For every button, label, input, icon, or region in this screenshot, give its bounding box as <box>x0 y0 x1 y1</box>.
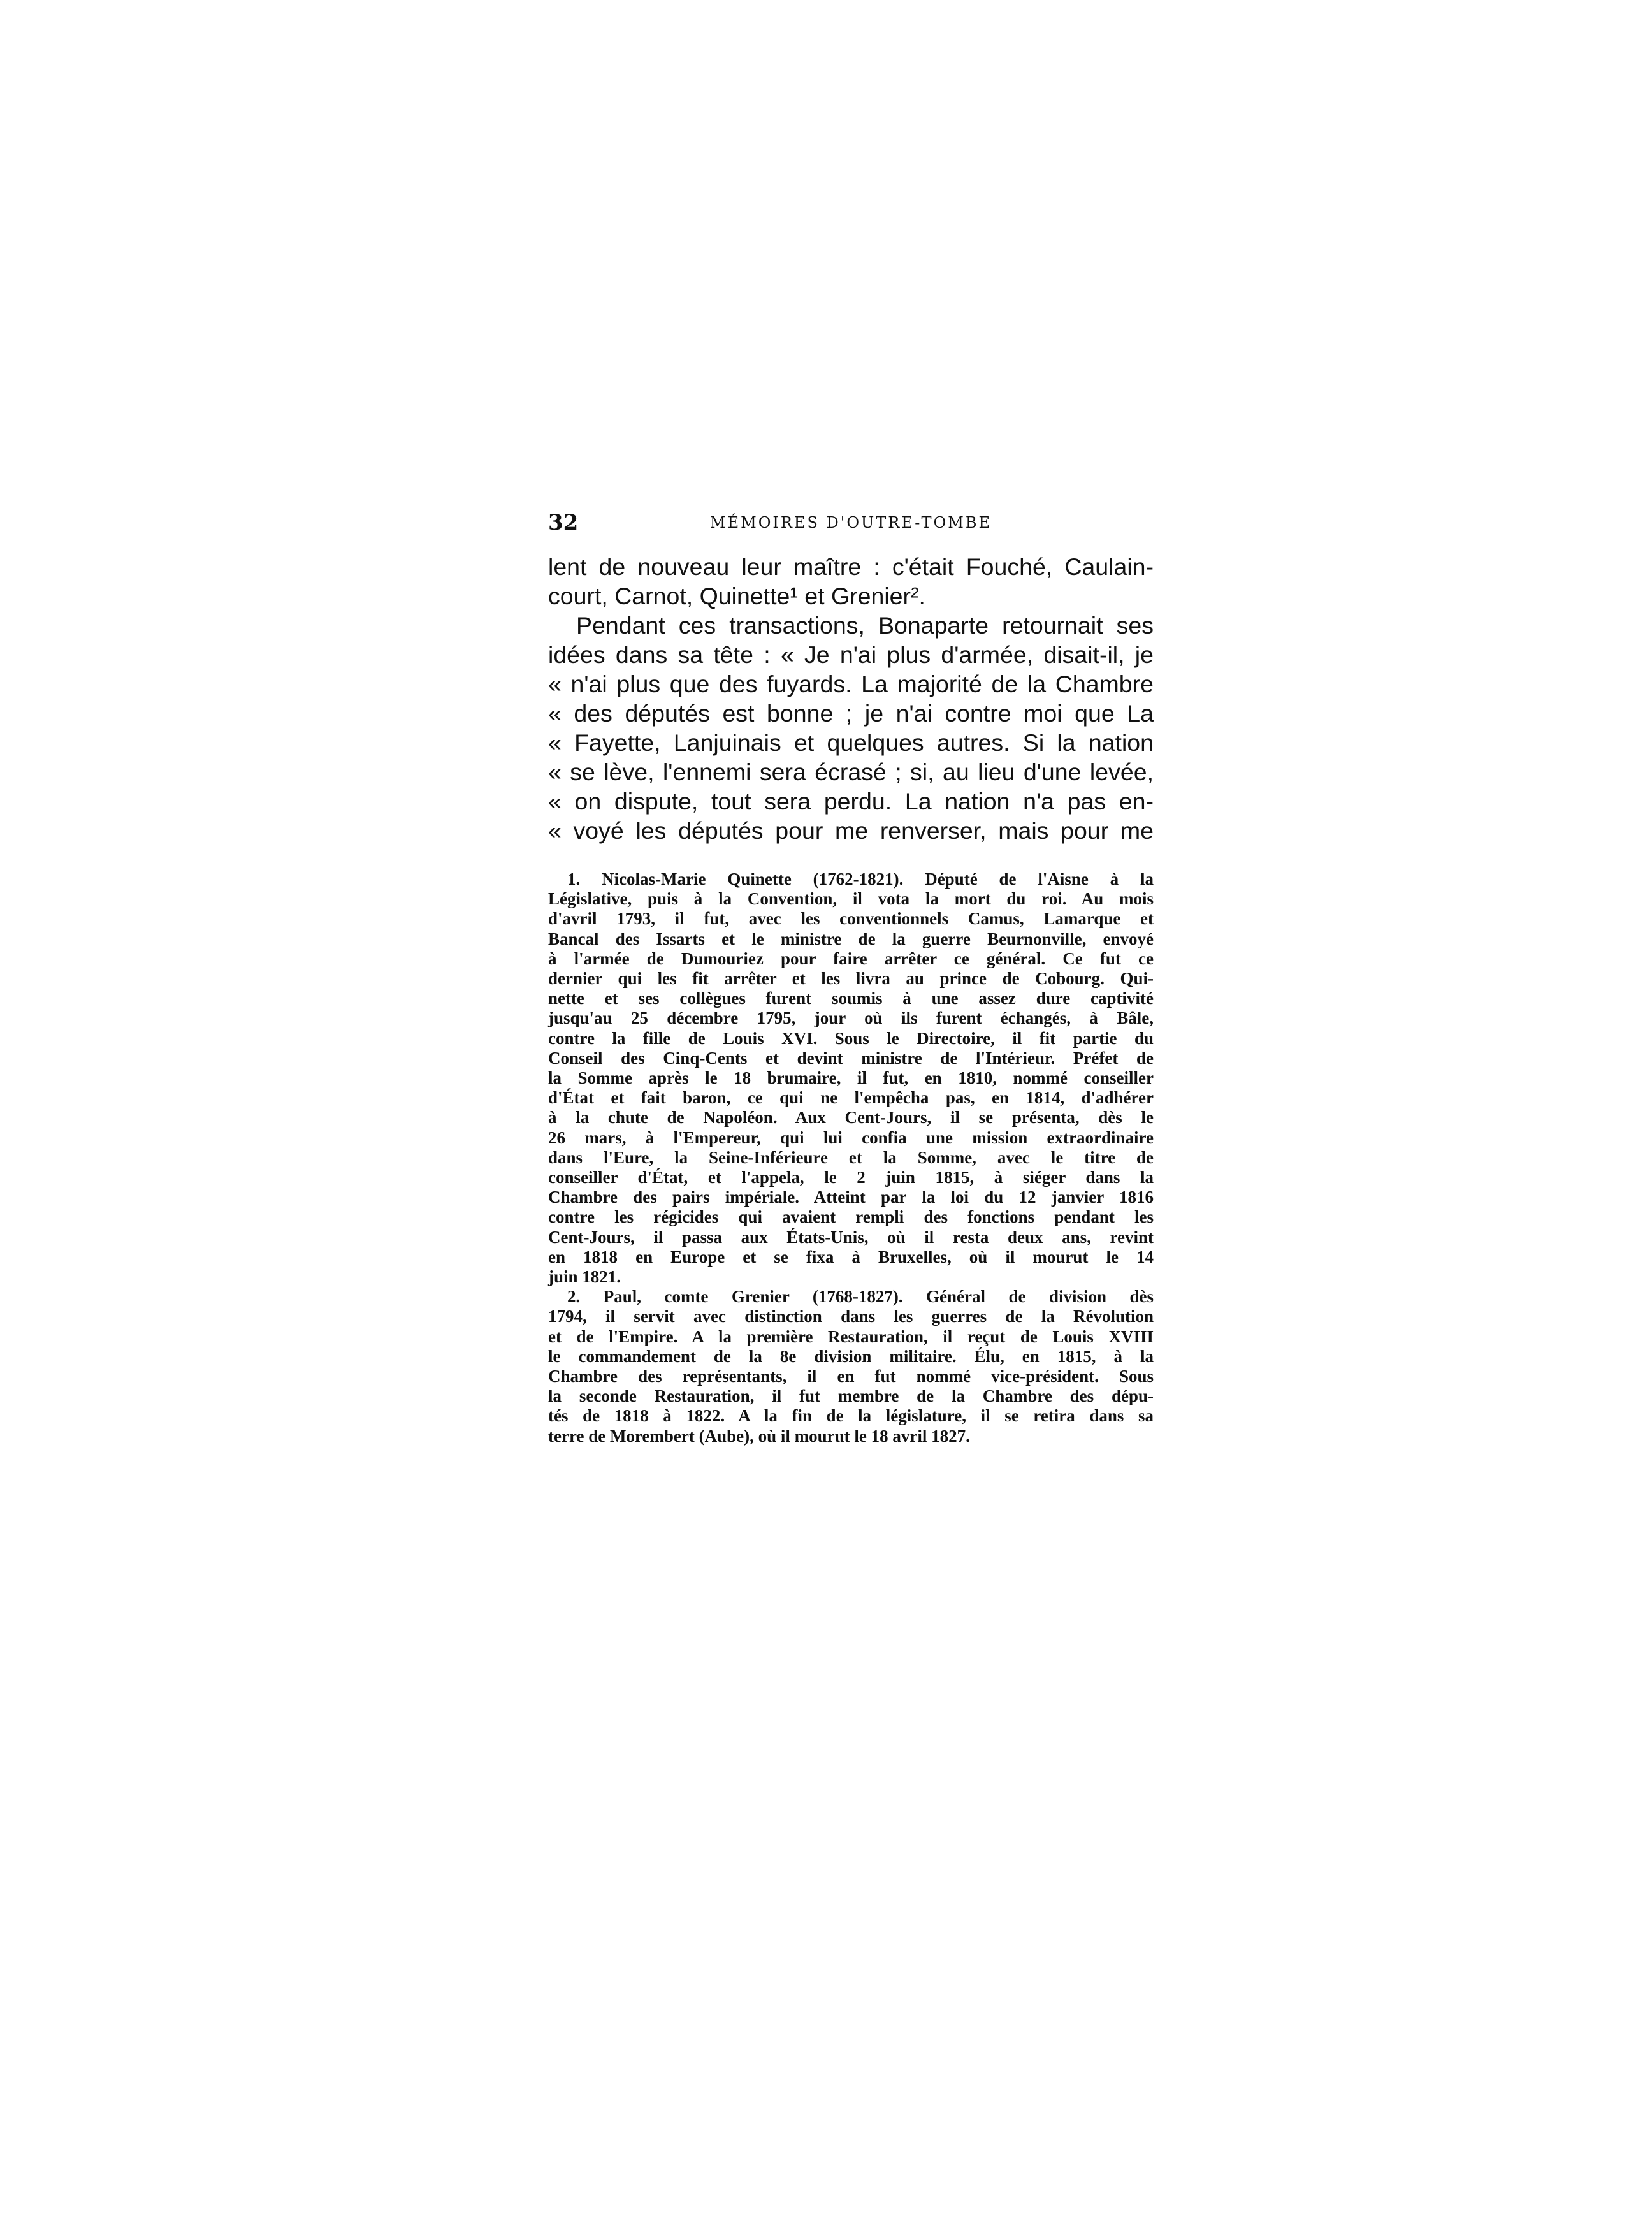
footnote-line: dernier qui les fit arrêter et les livra au prince de Cobourg. Qui- <box>548 969 1154 989</box>
footnote-line: et de l'Empire. A la première Restauration, il reçut de Louis XVIII <box>548 1326 1154 1346</box>
body-line: Pendant ces transactions, Bonaparte retournait ses <box>576 612 1154 639</box>
book-page <box>548 510 1154 1446</box>
footnote-2 <box>548 1287 1154 1446</box>
body-line: « Fayette, Lanjuinais et quelques autres. Si la nation <box>548 729 1154 756</box>
footnote-line: conseiller d'État, et l'appela, le 2 juin 1815, à siéger dans la <box>548 1168 1154 1187</box>
footnote-line: en 1818 en Europe et se fixa à Bruxelles, où il mourut le 14 <box>548 1247 1154 1267</box>
footnote-line: juin 1821. <box>548 1267 621 1287</box>
footnote-line: Chambre des pairs impériale. Atteint par la loi du 12 janvier 1816 <box>548 1187 1154 1207</box>
footnote-line: la Somme après le 18 brumaire, il fut, en 1810, nommé conseiller <box>548 1068 1154 1088</box>
footnote-line: 1794, il servit avec distinction dans les guerres de la Révolution <box>548 1307 1154 1326</box>
footnote-line: Cent-Jours, il passa aux États-Unis, où il resta deux ans, revint <box>548 1227 1154 1247</box>
footnote-line: 26 mars, à l'Empereur, qui lui confia une mission extraordinaire <box>548 1128 1154 1147</box>
footnote-line: nette et ses collègues furent soumis à une assez dure captivité <box>548 989 1154 1008</box>
running-head <box>548 510 1154 546</box>
footnote-1 <box>548 869 1154 1287</box>
footnote-line: Bancal des Issarts et le ministre de la guerre Beurnonville, envoyé <box>548 929 1154 948</box>
footnote-line: d'avril 1793, il fut, avec les conventionnels Camus, Lamarque et <box>548 909 1154 929</box>
footnote-line: 2. Paul, comte Grenier (1768-1827). Général de division dès <box>567 1287 1154 1307</box>
footnote-line: terre de Morembert (Aube), où il mourut le 18 avril 1827. <box>548 1426 970 1446</box>
footnote-line: tés de 1818 à 1822. A la fin de la législature, il se retira dans sa <box>548 1406 1154 1426</box>
body-line: court, Carnot, Quinette¹ et Grenier². <box>548 583 925 609</box>
footnote-line: contre les régicides qui avaient rempli des fonctions pendant les <box>548 1207 1154 1227</box>
footnote-line: jusqu'au 25 décembre 1795, jour où ils furent échangés, à Bâle, <box>548 1008 1154 1028</box>
footnote-line: Chambre des représentants, il en fut nommé vice-président. Sous <box>548 1367 1154 1386</box>
footnote-line: Législative, puis à la Convention, il vota la mort du roi. Au mois <box>548 889 1154 909</box>
body-line: lent de nouveau leur maître : c'était Fouché, Caulain- <box>548 553 1154 580</box>
body-line: idées dans sa tête : « Je n'ai plus d'armée, disait-il, je <box>548 641 1154 668</box>
body-line: « n'ai plus que des fuyards. La majorité de la Chambre <box>548 671 1154 697</box>
footnote-line: Conseil des Cinq-Cents et devint ministre de l'Intérieur. Préfet de <box>548 1048 1154 1068</box>
body-line: « on dispute, tout sera perdu. La nation n'a pas en- <box>548 788 1154 815</box>
body-line: « se lève, l'ennemi sera écrasé ; si, au lieu d'une levée, <box>548 759 1154 785</box>
body-line: « voyé les députés pour me renverser, mais pour me <box>548 817 1154 844</box>
footnote-line: la seconde Restauration, il fut membre de la Chambre des dépu- <box>548 1386 1154 1406</box>
footnote-line: contre la fille de Louis XVI. Sous le Directoire, il fit partie du <box>548 1028 1154 1048</box>
footnotes <box>548 869 1154 1446</box>
body-line: « des députés est bonne ; je n'ai contre moi que La <box>548 700 1154 727</box>
page-number: 32 <box>548 510 579 535</box>
footnote-line: à l'armée de Dumouriez pour faire arrêter ce général. Ce fut ce <box>548 948 1154 968</box>
footnote-line: 1. Nicolas-Marie Quinette (1762-1821). Député de l'Aisne à la <box>567 869 1154 889</box>
footnote-line: à la chute de Napoléon. Aux Cent-Jours, il se présenta, dès le <box>548 1108 1154 1128</box>
body-text <box>548 552 1154 845</box>
footnote-line: dans l'Eure, la Seine-Inférieure et la Somme, avec le titre de <box>548 1147 1154 1167</box>
footnote-line: d'État et fait baron, ce qui ne l'empêcha pas, en 1814, d'adhérer <box>548 1088 1154 1108</box>
footnote-line: le commandement de la 8e division militaire. Élu, en 1815, à la <box>548 1346 1154 1366</box>
running-title: MÉMOIRES D'OUTRE-TOMBE <box>710 514 992 532</box>
